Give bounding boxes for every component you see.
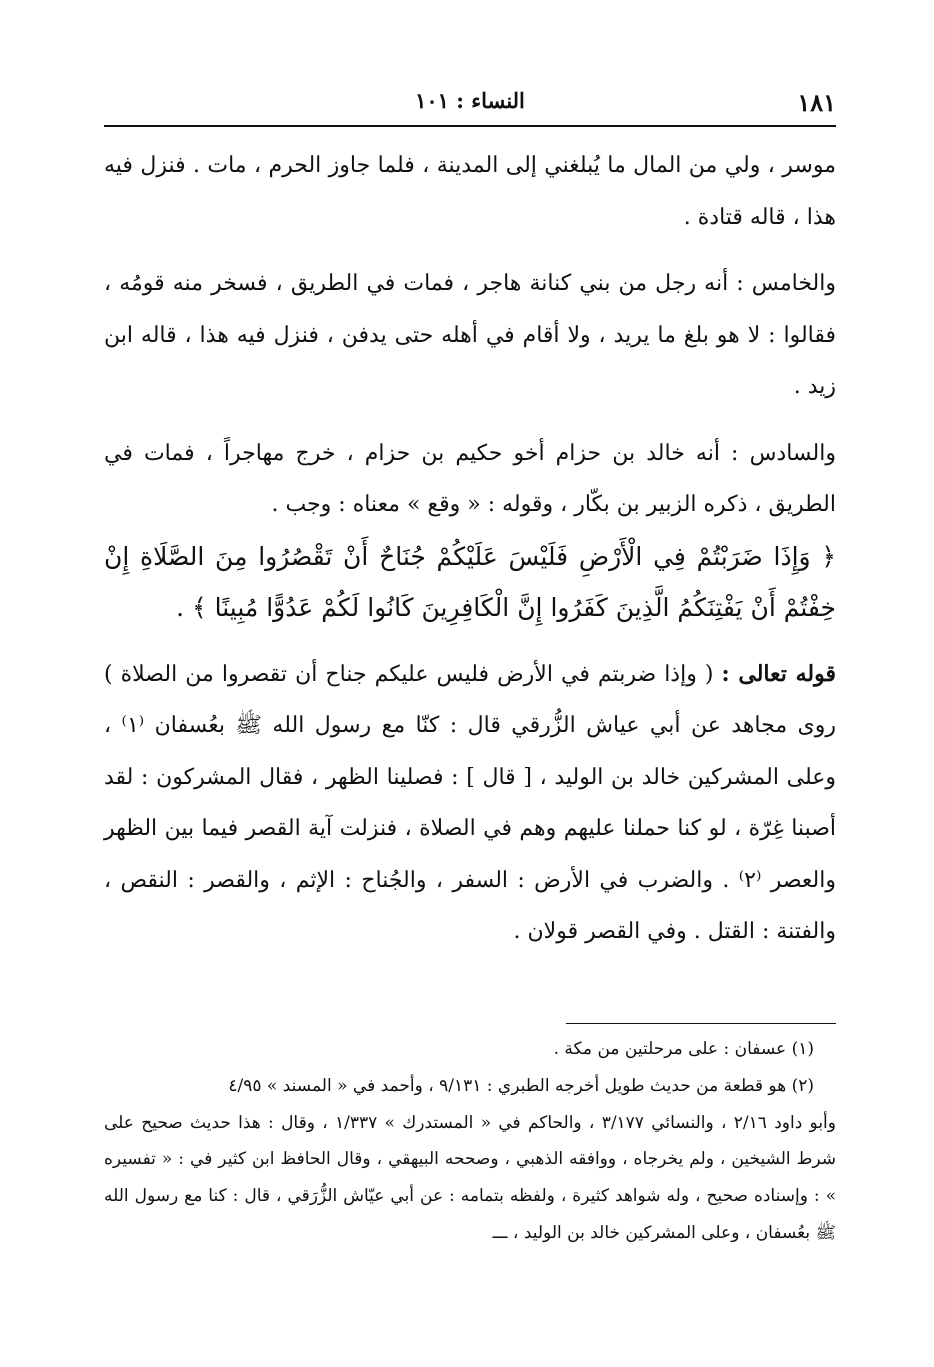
paragraph-text: ( وإذا ضربتم في الأرض فليس عليكم جناح أن تقصروا من الصلاة ) روى مجاهد عن أبي عياش الزُّرقي قال : كنّا مع رسول الله ﷺ بعُسفان ⁽١⁾ ، وعلى المشركين خالد بن الوليد ، [ قال ] : فصلينا الظهر ، فقال المشركون : لقد أصبنا غِرّة ، لو كنا حملنا عليهم وهم في الصلاة ، فنزلت آية القصر فيما بين الظهر والعصر ⁽٢⁾ . والضرب في الأرض : السفر ، والجُناح : الإثم ، والقصر : النقص ، والفتنة : القتل . وفي القصر قولان .	[104, 661, 837, 944]
footnote-2-continued: وأبو داود ٢/١٦ ، والنسائي ٣/١٧٧ ، والحاكم في « المستدرك » ١/٣٣٧ ، وقال : هذا حديث صحيح على شرط الشيخين ، ولم يخرجاه ، ووافقه الذهبي ، وصححه البيهقي ، وقال الحافظ ابن كثير في : « تفسيره » : وإسناده صحيح ، وله شواهد كثيرة ، ولفظه بتمامه : عن أبي عيّاش الزُّرَقي ، قال : كنا مع رسول الله ﷺ بعُسفان ، وعلى المشركين خالد بن الوليد ، ـــ	[104, 1112, 836, 1243]
running-title: النساء : ١٠١	[415, 88, 525, 113]
footnote-separator	[566, 1023, 836, 1024]
page-number: ١٨١	[797, 88, 836, 117]
quran-verse: ﴿ وَإِذَا ضَرَبْتُمْ فِي الْأَرْضِ فَلَيْسَ عَلَيْكُمْ جُنَاحٌ أَنْ تَقْصُرُوا مِنَ الصَّلَاةِ إِنْ خِفْتُمْ أَنْ يَفْتِنَكُمُ الَّذِينَ كَفَرُوا إِنَّ الْكَافِرِينَ كَانُوا لَكُمْ عَدُوًّا مُبِينًا ﴾ .	[104, 541, 836, 622]
main-text	[104, 140, 836, 958]
paragraph: موسر ، ولي من المال ما يُبلغني إلى المدينة ، فلما جاوز الحرم ، مات . فنزل فيه هذا ، قاله قتادة .	[104, 153, 836, 230]
paragraph-lead: قوله تعالى :	[721, 660, 836, 687]
paragraph: والسادس : أنه خالد بن حزام أخو حكيم بن حزام ، خرج مهاجراً ، فمات في الطريق ، ذكره الزبير بن بكّار ، وقوله : « وقع » معناه : وجب .	[104, 440, 836, 517]
footnote-1: (١) عسفان : على مرحلتين من مكة .	[553, 1039, 814, 1059]
page-header	[104, 82, 836, 122]
paragraph	[104, 649, 836, 958]
paragraph: والخامس : أنه رجل من بني كنانة هاجر ، فمات في الطريق ، فسخر منه قومُه ، فقالوا : لا هو بلغ ما يريد ، ولا أقام في أهله حتى يدفن ، فنزل فيه هذا ، قاله ابن زيد .	[104, 271, 837, 399]
header-rule	[104, 125, 836, 127]
footnote-2: (٢) هو قطعة من حديث طويل أخرجه الطبري : ٩/١٣١ ، وأحمد في « المسند » ٤/٩٥	[228, 1075, 814, 1096]
footnotes	[104, 1031, 836, 1252]
